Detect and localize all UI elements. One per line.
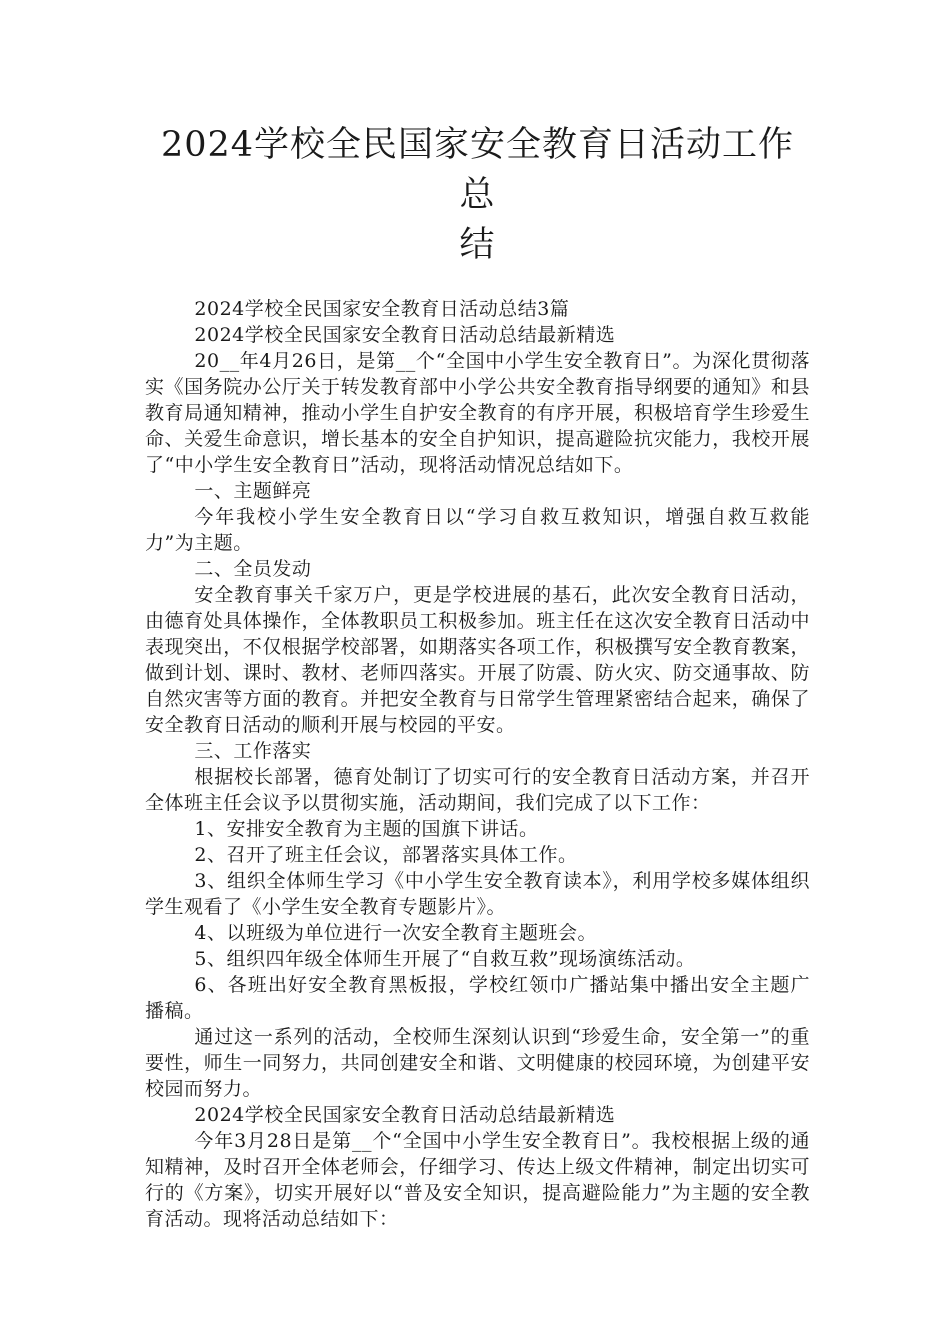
document-page	[145, 120, 810, 1232]
section-heading: 三、工作落实	[194, 740, 312, 762]
document-title	[145, 120, 810, 270]
body-paragraph: 今年3月28日是第__个“全国中小学生安全教育日”。我校根据上级的通知精神，及时召开全体老师会，仔细学习、传达上级文件精神，制定出切实可行的《方案》，切实开展好以“普及安全知识，提高避险能力”为主题的安全教育活动。现将活动总结如下：	[145, 1130, 810, 1230]
body-paragraph: 今年我校小学生安全教育日以“学习自救互救知识，增强自救互救能力”为主题。	[145, 506, 810, 554]
title-line-2: 结	[459, 225, 496, 265]
list-item: 1、安排安全教育为主题的国旗下讲话。	[194, 818, 539, 840]
body-paragraph: 安全教育事关千家万户，更是学校进展的基石，此次安全教育日活动，由德育处具体操作，全体教职员工积极参加。班主任在这次安全教育日活动中表现突出，不仅根据学校部署，如期落实各项工作，积极撰写安全教育教案，做到计划、课时、教材、老师四落实。开展了防震、防火灾、防交通事故、防自然灾害等方面的教育。并把安全教育与日常学生管理紧密结合起来，确保了安全教育日活动的顺利开展与校园的平安。	[145, 584, 810, 736]
list-item: 2、召开了班主任会议，部署落实具体工作。	[194, 844, 578, 866]
list-item: 5、组织四年级全体师生开展了“自救互救”现场演练活动。	[194, 948, 696, 970]
section-heading: 一、主题鲜亮	[194, 480, 312, 502]
section-heading: 2024学校全民国家安全教育日活动总结最新精选	[194, 1104, 616, 1126]
title-line-1: 2024学校全民国家安全教育日活动工作总	[160, 125, 795, 215]
body-paragraph: 根据校长部署，德育处制订了切实可行的安全教育日活动方案，并召开全体班主任会议予以贯彻实施，活动期间，我们完成了以下工作：	[145, 766, 810, 814]
list-item: 3、组织全体师生学习《中小学生安全教育读本》，利用学校多媒体组织学生观看了《小学生安全教育专题影片》。	[145, 870, 810, 918]
list-item: 4、以班级为单位进行一次安全教育主题班会。	[194, 922, 597, 944]
subtitle-line: 2024学校全民国家安全教育日活动总结3篇	[194, 298, 570, 320]
body-paragraph: 通过这一系列的活动，全校师生深刻认识到“珍爱生命，安全第一”的重要性，师生一同努力，共同创建安全和谐、文明健康的校园环境，为创建平安校园而努力。	[145, 1026, 810, 1100]
list-item: 6、各班出好安全教育黑板报，学校红领巾广播站集中播出安全主题广播稿。	[145, 974, 810, 1022]
section-heading: 2024学校全民国家安全教育日活动总结最新精选	[194, 324, 616, 346]
body-paragraph: 20__年4月26日，是第__个“全国中小学生安全教育日”。为深化贯彻落实《国务院办公厅关于转发教育部中小学公共安全教育指导纲要的通知》和县教育局通知精神，推动小学生自护安全教育的有序开展，积极培育学生珍爱生命、关爱生命意识，增长基本的安全自护知识，提高避险抗灾能力，我校开展了“中小学生安全教育日”活动，现将活动情况总结如下。	[145, 350, 810, 476]
document-body	[145, 296, 810, 1232]
section-heading: 二、全员发动	[194, 558, 312, 580]
